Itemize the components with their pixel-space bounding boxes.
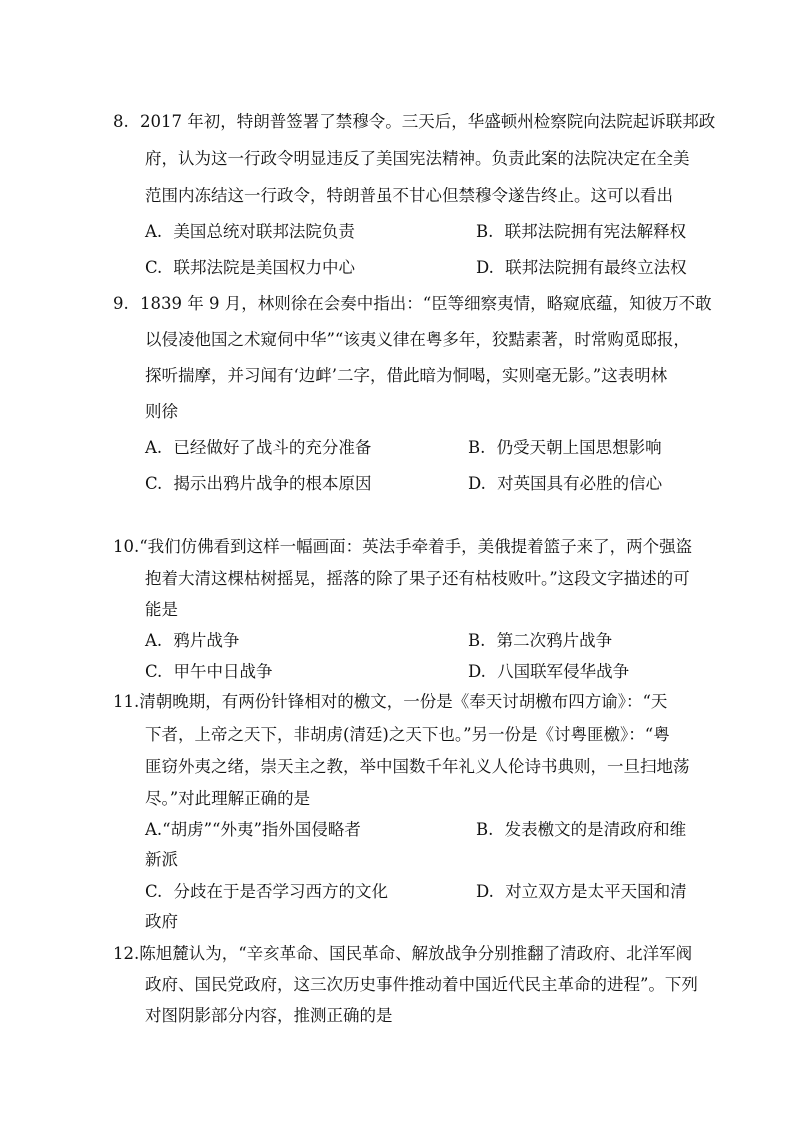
question-11-line-3: 匪窃外夷之绪，崇天主之教，举中国数千年礼义人伦诗书典则，一旦扫地荡: [145, 757, 690, 776]
option-text: 第二次鸦片战争: [496, 631, 613, 650]
option-text: 仍受天朝上国思想影响: [496, 438, 662, 457]
option-label: D.: [476, 258, 494, 277]
question-number: 9.: [113, 294, 129, 313]
option-text: 对英国具有必胜的信心: [497, 474, 663, 493]
option-a: [145, 434, 371, 458]
option-label: B.: [468, 631, 486, 650]
question-11-line-2: 下者，上帝之天下，非胡虏(清廷)之天下也。”另一份是《讨粤匪檄》：“粤: [145, 725, 670, 744]
option-b: [468, 627, 612, 651]
question-10-line-3: 能是: [145, 600, 178, 619]
option-text: 联邦法院拥有宪法解释权: [504, 222, 687, 241]
option-text: 联邦法院是美国权力中心: [173, 258, 356, 277]
question-text: 1839 年 9 月，林则徐在会奏中指出：“臣等细察夷情，略窥底蕴，知彼万不敢: [140, 294, 712, 313]
option-text: 分歧在于是否学习西方的文化: [173, 882, 389, 901]
question-8-line-2: 府，认为这一行政令明显违反了美国宪法精神。负责此案的法院决定在全美: [145, 149, 690, 168]
option-text: 鸦片战争: [173, 631, 240, 650]
question-number: 11.: [113, 692, 140, 711]
option-text: 美国总统对联邦法院负责: [173, 222, 355, 241]
question-9-line-3: 探听揣摩，并习闻有‘边衅’二字，借此暗为恫喝，实则毫无影。”这表明林: [145, 366, 668, 385]
option-text: “胡虏”“外夷”指外国侵略者: [162, 820, 361, 839]
option-b: [476, 816, 686, 840]
option-b: [476, 218, 686, 242]
question-number: 12.: [113, 944, 140, 963]
question-text: “我们仿佛看到这样一幅画面：英法手牵着手，美俄提着篮子来了，两个强盗: [139, 537, 693, 556]
option-label: A.: [145, 438, 163, 457]
question-11-line-4: 尽。”对此理解正确的是: [145, 789, 311, 808]
option-d: [476, 878, 687, 902]
option-label: A.: [145, 820, 163, 839]
option-c: [145, 658, 273, 682]
question-9-line-4: 则徐: [145, 402, 178, 421]
option-label: D.: [468, 662, 486, 681]
option-label: B.: [476, 222, 494, 241]
option-label: B.: [468, 438, 486, 457]
option-text: 甲午中日战争: [173, 662, 273, 681]
question-8-line-3: 范围内冻结这一行政令，特朗普虽不甘心但禁穆令遂告终止。这可以看出: [145, 186, 673, 205]
option-c: [145, 470, 372, 494]
option-label: A.: [145, 631, 163, 650]
option-a: [145, 627, 239, 651]
question-number: 8.: [113, 112, 129, 131]
option-d-continuation: 政府: [145, 912, 178, 931]
question-12-line-1: [113, 940, 692, 964]
question-9-line-2: 以侵凌他国之术窥伺中华”“该夷义律在粤多年，狡黠素著，时常购觅邸报，: [145, 330, 690, 349]
option-d: [476, 254, 687, 278]
option-label: C.: [145, 882, 163, 901]
option-label: C.: [145, 662, 163, 681]
option-c: [145, 878, 388, 902]
option-b-continuation: 新派: [145, 850, 178, 869]
option-a: [145, 816, 361, 840]
question-8-line-1: [113, 108, 715, 132]
question-text: 陈旭麓认为，“辛亥革命、国民革命、解放战争分别推翻了清政府、北洋军阀: [139, 944, 693, 963]
option-text: 对立双方是太平天国和清: [505, 882, 687, 901]
option-label: C.: [145, 474, 163, 493]
option-text: 揭示出鸦片战争的根本原因: [173, 474, 372, 493]
question-12-line-3: 对图阴影部分内容，推测正确的是: [145, 1006, 393, 1025]
option-d: [468, 658, 629, 682]
question-11-line-1: [113, 688, 667, 712]
question-text: 清朝晚期，有两份针锋相对的檄文，一份是《奉天讨胡檄布四方谕》：“天: [139, 692, 668, 711]
option-text: 联邦法院拥有最终立法权: [505, 258, 687, 277]
question-10-line-1: [113, 533, 692, 557]
option-text: 八国联军侵华战争: [497, 662, 630, 681]
option-c: [145, 254, 355, 278]
option-label: D.: [468, 474, 486, 493]
question-12-line-2: 政府、国民党政府，这三次历史事件推动着中国近代民主革命的进程”。下列: [145, 975, 698, 994]
question-10-line-2: 抱着大清这棵枯树摇晃，摇落的除了果子还有枯枝败叶。”这段文字描述的可: [145, 569, 690, 588]
option-label: A.: [145, 222, 163, 241]
option-text: 发表檄文的是清政府和维: [504, 820, 687, 839]
question-number: 10.: [113, 537, 140, 556]
option-label: B.: [476, 820, 494, 839]
option-a: [145, 218, 355, 242]
option-d: [468, 470, 662, 494]
option-b: [468, 434, 662, 458]
option-text: 已经做好了战斗的充分准备: [173, 438, 372, 457]
option-label: C.: [145, 258, 163, 277]
question-text: 2017 年初，特朗普签署了禁穆令。三天后，华盛顿州检察院向法院起诉联邦政: [140, 112, 716, 131]
option-label: D.: [476, 882, 494, 901]
question-9-line-1: [113, 290, 712, 314]
